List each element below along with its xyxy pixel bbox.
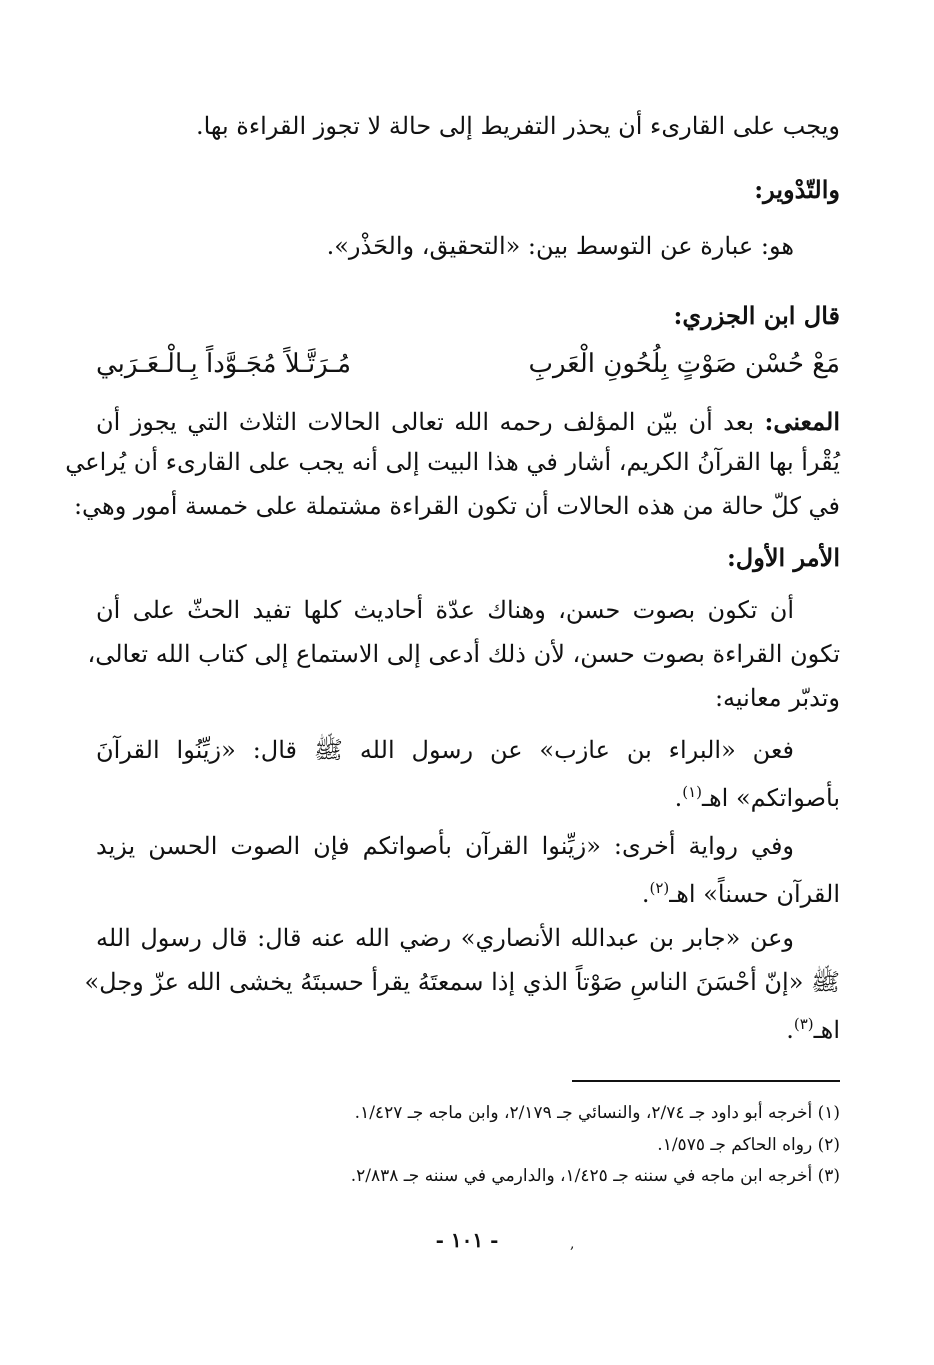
hadith-jabir-line-1: وعن «جابر بن عبدالله الأنصاري» رضي الله عنه قال: قال رسول الله [96, 924, 794, 952]
paragraph-tadweer-definition: هو: عبارة عن التوسط بين: «التحقيق، والحَذْر». [326, 232, 794, 260]
paragraph-good-voice-line-2: تكون القراءة بصوت حسن، لأن ذلك أدعى إلى الاستماع إلى كتاب الله تعالى، [87, 640, 840, 668]
hadith-other-narration-line-2: القرآن حسناً» اهـ$^{(٢)}$. [641, 879, 840, 908]
meaning-line-3: في كلّ حالة من هذه الحالات أن تكون القراءة مشتملة على خمسة أمور وهي: [73, 492, 840, 520]
meaning-line-1 [96, 402, 840, 442]
poetry-verse [96, 342, 840, 386]
heading-first-matter: الأمر الأول: [726, 543, 840, 572]
footnote-3: (٣) أخرجه ابن ماجه في سننه جـ ١/٤٢٥، والدارمي في سننه جـ ٢/٨٣٨. [350, 1166, 840, 1186]
footnote-separator [572, 1080, 840, 1082]
paragraph-good-voice-line-3: وتدبّر معانيه: [714, 684, 840, 712]
meaning-line-2: يُقْرأ بها القرآنُ الكريم، أشار في هذا البيت إلى أنه يجب على القارىء أن يُراعي [65, 448, 840, 476]
heading-ibn-jazari: قال ابن الجزري: [673, 301, 840, 330]
hadith-jabir-line-2: ﷺ «إنّ أحْسَنَ الناسِ صَوْتاً الذي إذا سمعتَهُ يقرأ حسبتَهُ يخشى الله عزّ وجل» [84, 968, 840, 996]
footnote-ref-2: (٢) [649, 879, 670, 897]
paragraph-good-voice-line-1: أن تكون بصوت حسن، وهناك عدّة أحاديث كلها تفيد الحثّ على أن [96, 596, 794, 624]
footnote-2: (٢) رواه الحاكم جـ ١/٥٧٥. [657, 1135, 840, 1155]
verse-left-hemistich: مُـرَتَّـلاً مُجَـوَّداً بِـالْـعَـرَبي [96, 349, 352, 379]
page-number: - ١٠١ - [435, 1228, 499, 1252]
heading-tadweer: والتّدْوير: [754, 175, 840, 204]
footnote-1: (١) أخرجه أبو داود جـ ٢/٧٤، والنسائي جـ ٢/١٧٩، وابن ماجه جـ ١/٤٢٧. [354, 1103, 840, 1123]
meaning-label: المعنى: [764, 407, 840, 436]
footnote-ref-1: (١) [682, 783, 702, 801]
hadith-jabir-line-3: اهـ$^{(٣)}$. [786, 1015, 840, 1044]
hadith-baraa-line-1: فعن «البراء بن عازب» عن رسول الله ﷺ قال: «زيِّنُوا القرآنَ [96, 736, 795, 764]
verse-right-hemistich: مَعْ حُسْن صَوْتٍ بِلُحُونِ الْعَربِ [528, 349, 840, 379]
scan-mark: , [570, 1236, 575, 1252]
meaning-line-1-text: بعد أن بيّن المؤلف رحمه الله تعالى الحالات الثلاث التي يجوز أن [96, 408, 755, 436]
paragraph-tafreet: ويجب على القارىء أن يحذر التفريط إلى حالة لا تجوز القراءة بها. [195, 112, 840, 140]
footnote-ref-3: (٣) [793, 1015, 814, 1033]
hadith-baraa-line-2: بأصواتكم» اهـ$^{(١)}$. [674, 783, 840, 812]
hadith-other-narration-line-1: وفي رواية أخرى: «زيِّنوا القرآن بأصواتكم فإن الصوت الحسن يزيد [96, 832, 794, 860]
